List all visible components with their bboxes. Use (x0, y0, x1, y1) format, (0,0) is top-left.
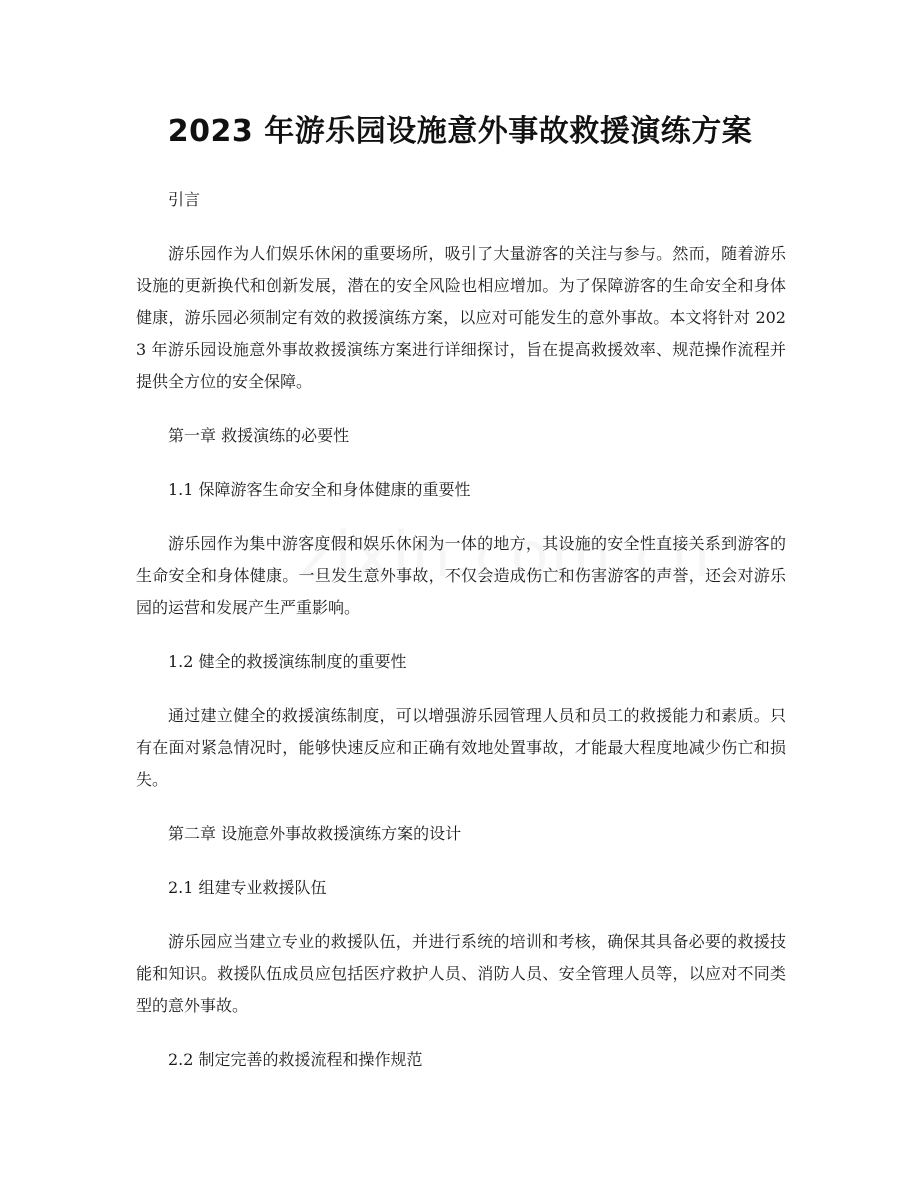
document-body (136, 184, 786, 1076)
section-1-2-paragraph: 通过建立健全的救援演练制度，可以增强游乐园管理人员和员工的救援能力和素质。只有在面对紧急情况时，能够快速反应和正确有效地处置事故，才能最大程度地减少伤亡和损失。 (136, 706, 786, 789)
intro-heading: 引言 (168, 190, 201, 209)
chapter-2-heading: 第二章 设施意外事故救援演练方案的设计 (168, 824, 462, 843)
section-2-1-paragraph: 游乐园应当建立专业的救援队伍，并进行系统的培训和考核，确保其具备必要的救援技能和知识。救援队伍成员应包括医疗救护人员、消防人员、安全管理人员等，以应对不同类型的意外事故。 (136, 932, 786, 1015)
section-2-1-heading: 2.1 组建专业救援队伍 (168, 878, 327, 897)
chapter-1-heading: 第一章 救援演练的必要性 (168, 426, 350, 445)
section-2-2-heading: 2.2 制定完善的救援流程和操作规范 (168, 1050, 423, 1069)
document-title: 2023 年游乐园设施意外事故救援演练方案 (167, 114, 753, 149)
section-1-1-paragraph: 游乐园作为集中游客度假和娱乐休闲为一体的地方，其设施的安全性直接关系到游客的生命安全和身体健康。一旦发生意外事故，不仅会造成伤亡和伤害游客的声誉，还会对游乐园的运营和发展产生严重影响。 (136, 534, 786, 617)
section-1-2-heading: 1.2 健全的救援演练制度的重要性 (168, 652, 407, 671)
section-1-1-heading: 1.1 保障游客生命安全和身体健康的重要性 (168, 480, 471, 499)
intro-paragraph: 游乐园作为人们娱乐休闲的重要场所，吸引了大量游客的关注与参与。然而，随着游乐设施的更新换代和创新发展，潜在的安全风险也相应增加。为了保障游客的生命安全和身体健康，游乐园必须制定有效的救援演练方案，以应对可能发生的意外事故。本文将针对 2023 年游乐园设施意外事故救援演练方案进行详细探讨，旨在提高救援效率、规范操作流程并提供全方位的安全保障。 (136, 244, 786, 391)
